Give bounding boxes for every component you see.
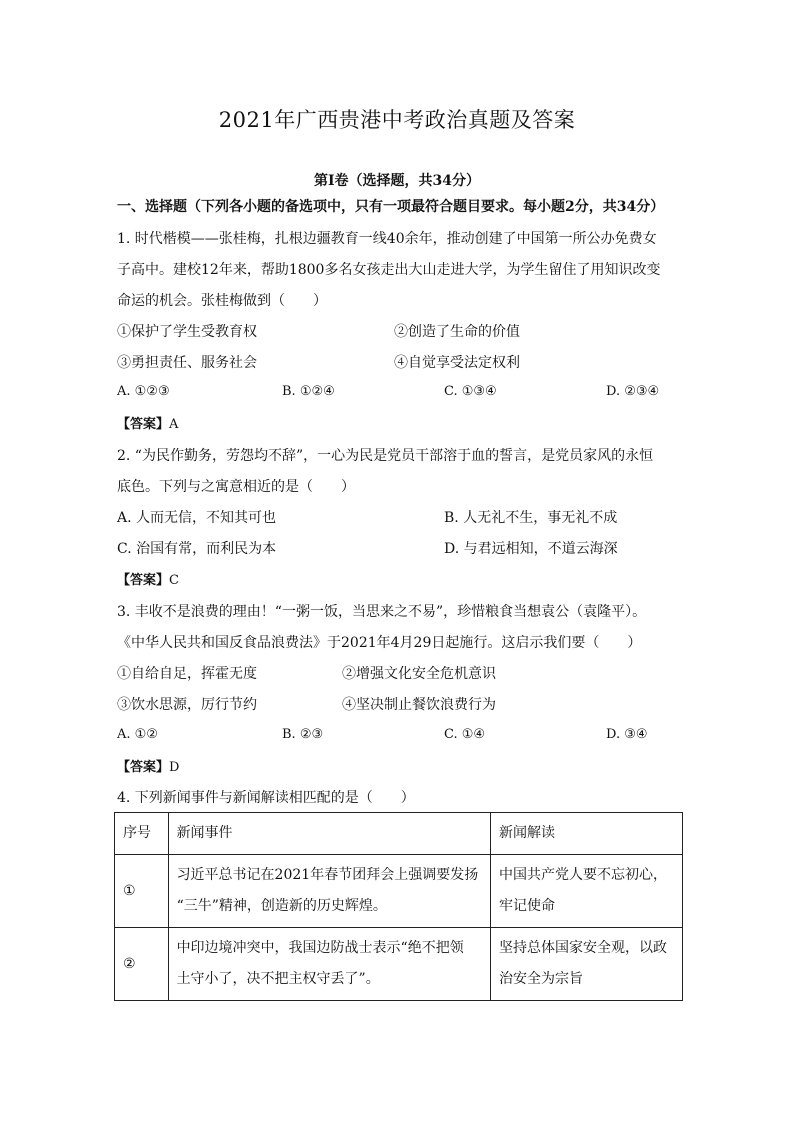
question-type-heading: 一、选择题（下列各小题的备选项中，只有一项最符合题目要求。每小题2分，共34分） (117, 199, 665, 215)
q3-answer (117, 756, 179, 775)
q2-answer-value: C (169, 573, 179, 588)
q1-stem-line-1: 1. 时代楷模——张桂梅，扎根边疆教育一线40余年，推动创建了中国第一所公办免费女 (117, 231, 657, 247)
news-event-line: 中印边境冲突中，我国边防战士表示“绝不把领 (176, 940, 464, 956)
table-row (115, 928, 683, 1001)
q3-choice-a: A. ①② (117, 727, 158, 742)
q3-answer-value: D (169, 760, 180, 775)
news-reading-line: 坚持总体国家安全观，以政 (498, 940, 667, 956)
row-number: ② (115, 928, 169, 1001)
table-row (115, 855, 683, 928)
news-table (114, 812, 683, 1001)
q2-stem-line-1: 2. “为民作勤务，劳怨均不辞”，一心为民是党员干部溶于血的誓言，是党员家风的永恒 (117, 448, 654, 464)
q1-stem-line-2: 子高中。建校12年来，帮助1800多名女孩走出大山走进大学，为学生留住了用知识改变 (117, 262, 661, 278)
news-reading-cell (490, 928, 682, 1001)
news-event-line: 土守小了，决不把主权守丢了”。 (176, 971, 380, 987)
q3-stem-line-2: 《中华人民共和国反食品浪费法》于2021年4月29日起施行。这启示我们要（ ） (117, 635, 642, 651)
news-reading-line: 中国共产党人要不忘初心， (498, 867, 667, 883)
q1-answer-value: A (169, 417, 179, 432)
answer-label: 【答案】 (117, 573, 170, 588)
news-reading-line: 牢记使命 (498, 898, 555, 914)
news-event-line: “三牛”精神，创造新的历史辉煌。 (176, 898, 387, 914)
q3-choice-b: B. ②③ (282, 727, 324, 742)
news-reading-cell (490, 855, 682, 928)
q3-choice-c: C. ①④ (444, 727, 486, 742)
news-event-cell (168, 855, 490, 928)
news-event-line: 习近平总书记在2021年春节团拜会上强调要发扬 (176, 867, 479, 883)
q2-answer (117, 569, 179, 588)
section-title: 第Ⅰ卷（选择题，共34分） (313, 173, 481, 189)
q1-choice-b: B. ①②④ (282, 384, 335, 399)
q1-answer (117, 413, 178, 432)
q3-stem-line-1: 3. 丰收不是浪费的理由！“一粥一饭，当思来之不易”，珍惜粮食当想袁公（袁隆平）。 (117, 604, 647, 620)
q3-statement-2: ②增强文化安全危机意识 (342, 666, 496, 682)
header-news-reading: 新闻解读 (490, 813, 682, 855)
q1-choice-d: D. ②③④ (606, 384, 660, 399)
news-event-cell (168, 928, 490, 1001)
q2-choice-c: C. 治国有常，而利民为本 (117, 541, 277, 557)
q1-stem-line-3: 命运的机会。张桂梅做到（ ） (117, 293, 327, 309)
q2-choice-a: A. 人而无信，不知其可也 (117, 510, 277, 526)
q1-choice-a: A. ①②③ (117, 384, 170, 399)
q1-choice-c: C. ①③④ (444, 384, 497, 399)
q4-stem-line: 4. 下列新闻事件与新闻解读相匹配的是（ ） (117, 790, 415, 806)
q1-statement-3: ③勇担责任、服务社会 (117, 355, 257, 371)
header-number: 序号 (115, 813, 169, 855)
q3-choice-d: D. ③④ (606, 727, 648, 742)
q2-choice-d: D. 与君远相知，不道云海深 (444, 541, 618, 557)
document-title: 2021年广西贵港中考政治真题及答案 (218, 108, 576, 132)
answer-label: 【答案】 (117, 417, 170, 432)
q1-statement-1: ①保护了学生受教育权 (117, 324, 257, 340)
q3-statement-3: ③饮水思源，厉行节约 (117, 697, 257, 713)
news-reading-line: 治安全为宗旨 (498, 971, 583, 987)
q2-stem-line-2: 底色。下列与之寓意相近的是（ ） (117, 479, 355, 495)
answer-label: 【答案】 (117, 760, 170, 775)
table-header-row (115, 813, 683, 855)
q1-statement-2: ②创造了生命的价值 (394, 324, 520, 340)
q3-statement-1: ①自给自足，挥霍无度 (117, 666, 257, 682)
q2-choice-b: B. 人无礼不生，事无礼不成 (444, 510, 618, 526)
header-news-event: 新闻事件 (168, 813, 490, 855)
q3-statement-4: ④坚决制止餐饮浪费行为 (342, 697, 496, 713)
q1-statement-4: ④自觉享受法定权利 (394, 355, 520, 371)
row-number: ① (115, 855, 169, 928)
